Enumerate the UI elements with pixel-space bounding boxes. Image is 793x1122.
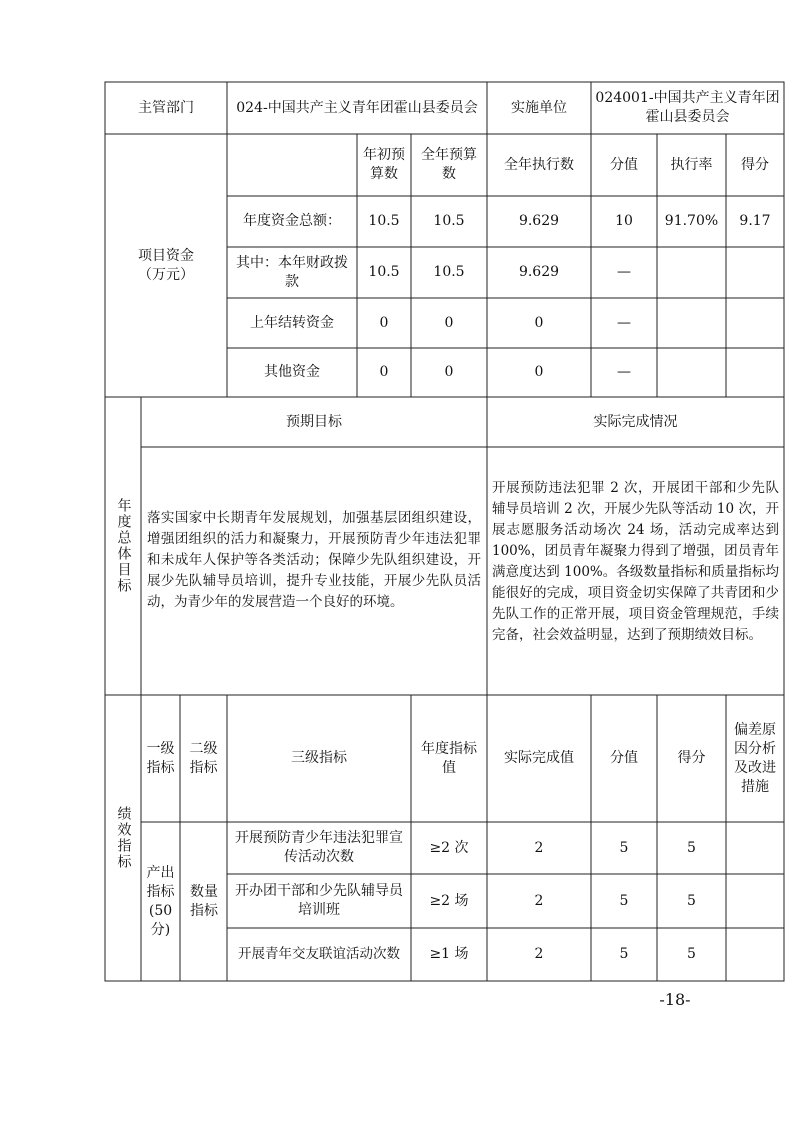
indicator-name: 开展预防青少年违法犯罪宣传活动次数 — [235, 830, 403, 865]
indicator-score: 5 — [687, 839, 696, 856]
col-score: 得分 — [741, 156, 769, 173]
funds-row-score-value: — — [617, 364, 631, 380]
funds-row-executed: 0 — [534, 314, 544, 331]
col-rate: 执行率 — [670, 156, 713, 173]
indicator-target: ≥2 次 — [429, 839, 469, 856]
funds-row-executed: 0 — [534, 364, 544, 380]
funds-row-score-value: — — [617, 314, 631, 331]
funds-row-rate — [657, 298, 726, 348]
col-level1: 一级指标 — [146, 740, 175, 776]
indicator-name: 开办团干部和少先队辅导员培训班 — [235, 883, 403, 918]
unit-label: 实施单位 — [511, 99, 567, 116]
col-actual: 实际完成值 — [504, 750, 574, 766]
funds-row-score: 9.17 — [739, 213, 771, 229]
funds-row-full: 0 — [444, 314, 454, 331]
funds-row-initial: 10.5 — [368, 264, 400, 280]
funds-label: 项目资金（万元） — [138, 247, 194, 283]
col-initial-budget: 年初预算数 — [363, 147, 405, 182]
indicator-score-value: 5 — [619, 946, 629, 962]
actual-result-text: 开展预防违法犯罪 2 次，开展团干部和少先队辅导员培训 2 次，开展少先队等活动 10 次，开展志愿服务活动场次 24 场，活动完成率达到 100%，团员青年凝聚力得到了增强，团员青年满意度达到 100%。各级数量指标和质量指标均能很好的完成，项目资金切实保障了共青团和少先队工作的正常开展，项目资金管理规范，手续完备，社会效益明显，达到了预期绩效目标。 — [492, 480, 779, 643]
col-target: 年度指标值 — [421, 740, 477, 776]
indicator-score-value: 5 — [619, 839, 629, 856]
funds-row-score — [726, 298, 784, 348]
indicator-note — [726, 874, 784, 928]
dept-value: 024-中国共产主义青年团霍山县委员会 — [236, 99, 478, 116]
indicator-note — [726, 928, 784, 981]
funds-row-rate: 91.70% — [664, 213, 719, 229]
funds-row-full: 10.5 — [433, 213, 465, 229]
dept-label: 主管部门 — [138, 99, 194, 116]
col-level2: 二级指标 — [189, 740, 218, 776]
indicator-target: ≥1 场 — [429, 946, 469, 962]
funds-row-score-value: — — [617, 264, 631, 280]
indicator-actual: 2 — [534, 946, 544, 962]
indicator-score: 5 — [687, 892, 696, 909]
funds-row-score — [726, 247, 784, 298]
funds-row-label: 其中：本年财政拨款 — [236, 254, 348, 290]
funds-row-label: 上年结转资金 — [250, 314, 334, 331]
indicators-label: 绩效指标 — [115, 806, 132, 870]
level2-quantity: 数量指标 — [190, 883, 218, 919]
col-full-budget: 全年预算数 — [421, 147, 477, 182]
funds-row-rate — [657, 247, 726, 298]
indicator-actual: 2 — [534, 892, 544, 909]
funds-row-score-value: 10 — [615, 213, 633, 229]
level1-output: 产出指标(50分) — [146, 864, 175, 938]
funds-row-initial: 10.5 — [368, 213, 400, 229]
indicator-score-value: 5 — [619, 892, 629, 909]
unit-value: 024001-中国共产主义青年团霍山县委员会 — [595, 90, 780, 125]
actual-result-header: 实际完成情况 — [593, 413, 678, 430]
goals-label: 年度总体目标 — [115, 498, 132, 594]
indicator-note — [726, 822, 784, 874]
funds-row-full: 0 — [444, 364, 454, 380]
page-number: -18- — [659, 990, 691, 1009]
col-deviation: 偏差原因分析及改进措施 — [734, 721, 776, 795]
expected-goal-text: 落实国家中长期青年发展规划，加强基层团组织建设，增强团组织的活力和凝聚力，开展预防青少年违法犯罪和未成年人保护等各类活动；保障少先队组织建设，开展少先队辅导员培训，提升专业技能，开展少先队员活动，为青少年的发展营造一个良好的环境。 — [147, 510, 481, 610]
col-score-value: 分值 — [610, 156, 638, 173]
funds-row-label: 年度资金总额： — [243, 213, 341, 229]
col-executed: 全年执行数 — [504, 156, 574, 173]
funds-row-score — [726, 348, 784, 397]
funds-row-rate — [657, 348, 726, 397]
expected-goal-header: 预期目标 — [286, 413, 342, 430]
funds-row-full: 10.5 — [433, 264, 465, 280]
funds-row-initial: 0 — [379, 314, 389, 331]
funds-row-label: 其他资金 — [264, 364, 320, 380]
indicator-actual: 2 — [534, 839, 544, 856]
funds-row-executed: 9.629 — [518, 264, 560, 280]
funds-row-initial: 0 — [379, 364, 389, 380]
col-score-value: 分值 — [610, 750, 638, 766]
indicator-name: 开展青年交友联谊活动次数 — [238, 946, 400, 962]
indicator-score: 5 — [687, 946, 696, 962]
col-score: 得分 — [677, 750, 706, 766]
col-level3: 三级指标 — [291, 750, 347, 766]
funds-row-executed: 9.629 — [518, 213, 560, 229]
indicator-target: ≥2 场 — [429, 892, 469, 909]
